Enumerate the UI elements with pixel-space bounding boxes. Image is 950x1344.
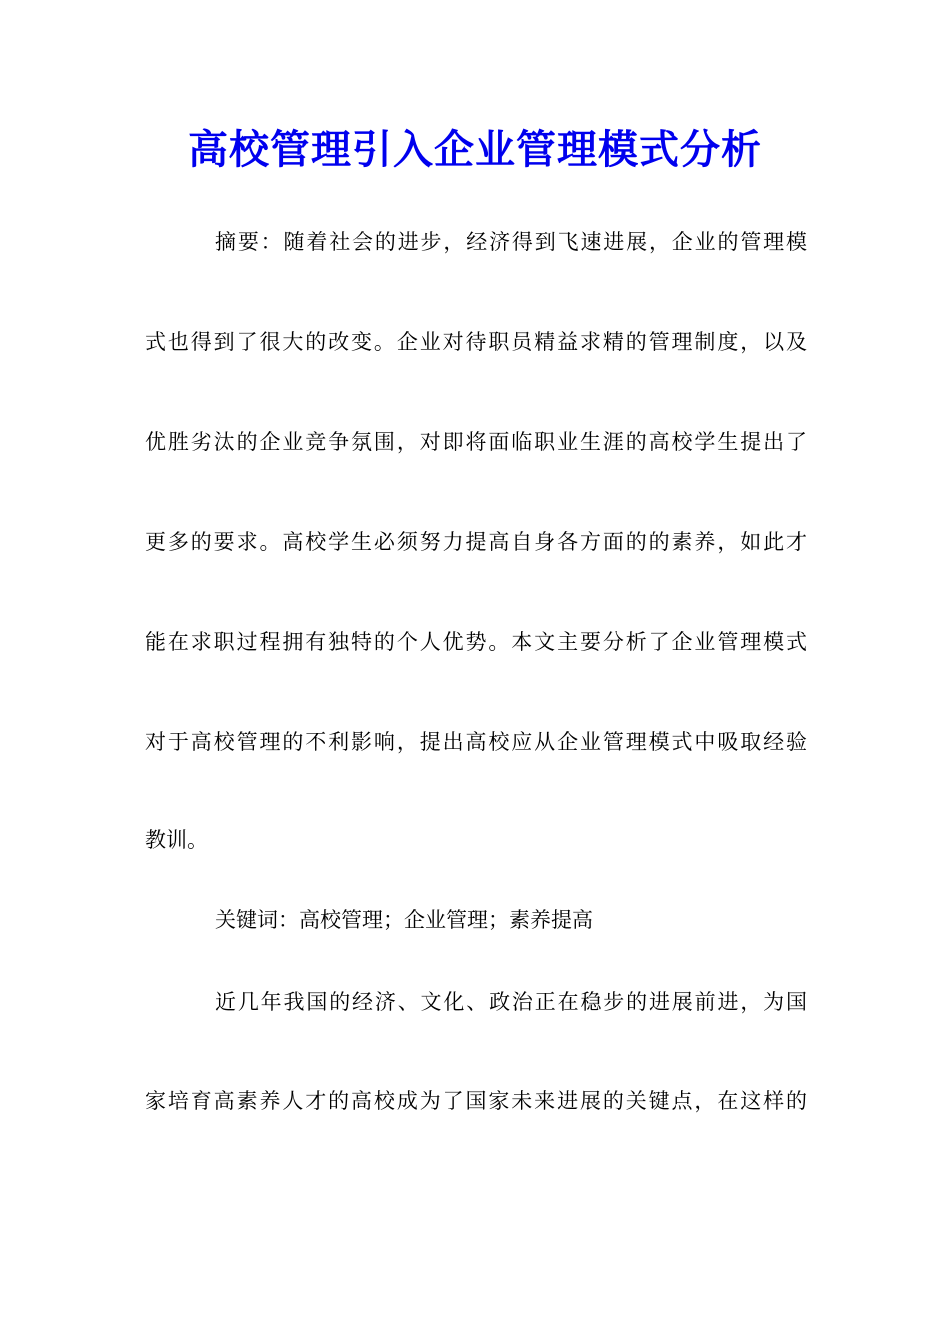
abstract-line-3: 优胜劣汰的企业竞争氛围，对即将面临职业生涯的高校学生提出了 [145,430,807,454]
abstract-line-1: 摘要：随着社会的进步，经济得到飞速进展，企业的管理模 [215,230,807,254]
abstract-line-6: 对于高校管理的不利影响，提出高校应从企业管理模式中吸取经验 [145,730,807,754]
abstract-line-2: 式也得到了很大的改变。企业对待职员精益求精的管理制度，以及 [145,330,807,354]
abstract-line-7: 教训。 [145,828,208,852]
abstract-line-5: 能在求职过程拥有独特的个人优势。本文主要分析了企业管理模式 [145,630,807,654]
body-line-2: 家培育高素养人才的高校成为了国家未来进展的关键点，在这样的 [145,1089,807,1113]
keywords-line: 关键词：高校管理；企业管理；素养提高 [215,908,593,932]
document-title: 高校管理引入企业管理模式分析 [188,126,762,173]
body-line-1: 近几年我国的经济、文化、政治正在稳步的进展前进，为国 [215,990,807,1014]
abstract-line-4: 更多的要求。高校学生必须努力提高自身各方面的的素养，如此才 [145,530,807,554]
